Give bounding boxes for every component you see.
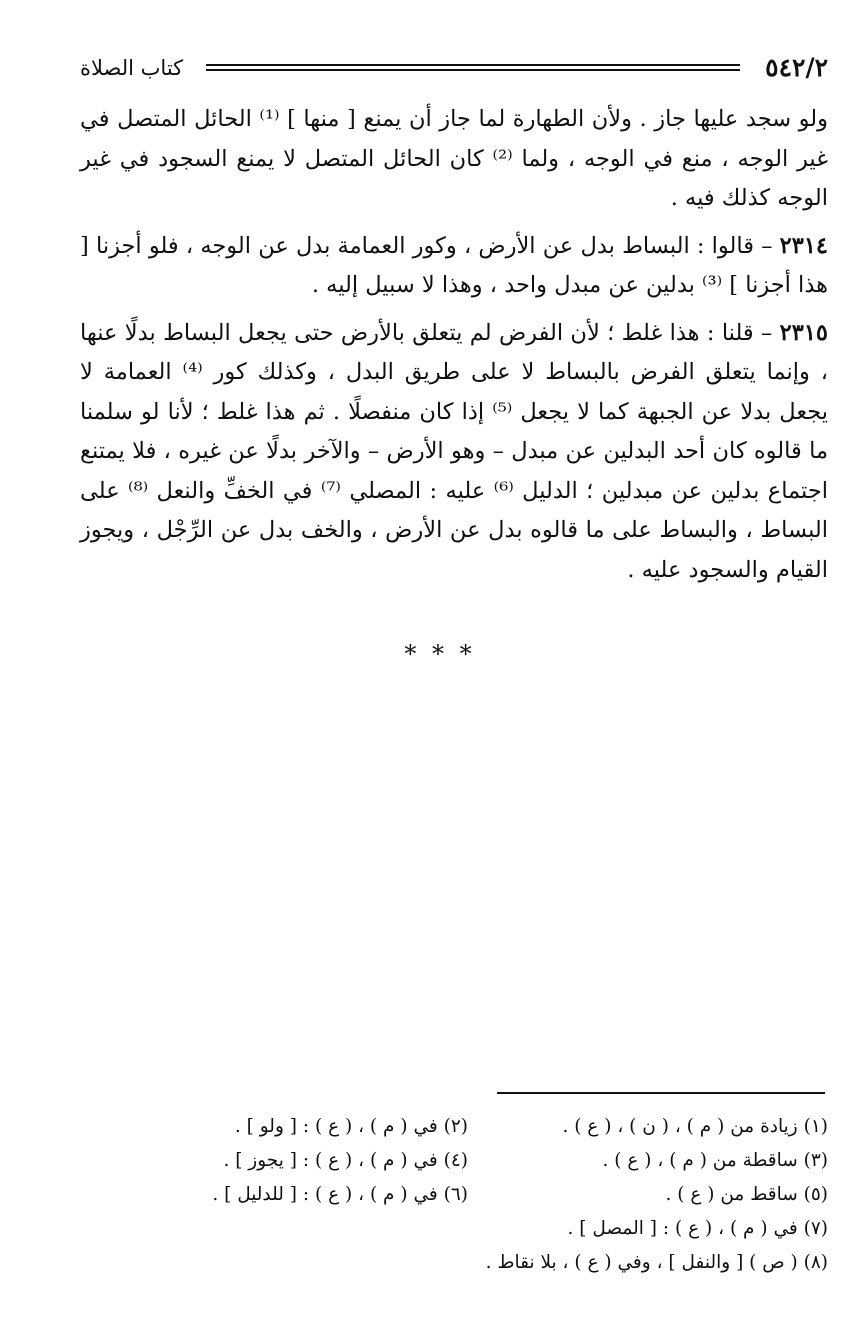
footnote-5: (٥) ساقط من ( ع ) . xyxy=(665,1184,828,1205)
book-title: كتاب الصلاة xyxy=(80,56,184,80)
footnote-3: (٣) ساقطة من ( م ) ، ( ع ) . xyxy=(602,1150,828,1171)
running-header xyxy=(80,52,828,84)
footnote-1: (١) زيادة من ( م ) ، ( ن ) ، ( ع ) . xyxy=(562,1116,828,1137)
paragraph-text: – قلنا : هذا غلط ؛ لأن الفرض لم يتعلق بالأرض حتى يجعل البساط بدلًا عنها ، وإنما يتعلق الفرض بالبساط لا على طريق البدل ، وكذلك كور ⁽⁴⁾ العمامة لا يجعل بدلا عن الجبهة كما لا يجعل ⁽⁵⁾ إذا كان منفصلًا . ثم هذا غلط ؛ لأنا لو سلمنا ما قالوه كان أحد البدلين عن مبدل – وهو الأرض – والآخر بدلًا عن غيره ، فلا يمتنع اجتماع بدلين عن مبدلين ؛ الدليل ⁽⁶⁾ عليه : المصلي ⁽⁷⁾ في الخفِّ والنعل ⁽⁸⁾ على البساط ، والبساط على ما قالوه بدل عن الأرض ، والخف بدل عن الرِّجْل ، ويجوز القيام والسجود عليه . xyxy=(80,319,829,583)
footnote-6: (٦) في ( م ) ، ( ع ) : [ للدليل ] . xyxy=(212,1184,468,1205)
paragraph-number: ٢٣١٥ xyxy=(779,319,828,346)
footnote-7: (٧) في ( م ) ، ( ع ) : [ المصل ] . xyxy=(567,1218,828,1239)
paragraph-2315 xyxy=(80,314,828,591)
paragraph-number: ٢٣١٤ xyxy=(779,232,828,259)
footnote-2: (٢) في ( م ) ، ( ع ) : [ ولو ] . xyxy=(234,1116,468,1137)
footnotes xyxy=(80,1110,828,1280)
footnote-row xyxy=(80,1144,828,1178)
footnote-row xyxy=(80,1178,828,1212)
footnote-row xyxy=(80,1110,828,1144)
paragraph-text: – قالوا : البساط بدل عن الأرض ، وكور العمامة بدل عن الوجه ، فلو أجزنا [ هذا أجزنا ] ⁽³⁾ بدلين عن مبدل واحد ، وهذا لا سبيل إليه . xyxy=(80,232,828,298)
paragraph-2314 xyxy=(80,227,828,306)
page-number: ٥٤٢/٢ xyxy=(765,53,828,82)
footnote-8: (٨) ( ص ) [ والنفل ] ، وفي ( ع ) ، بلا نقاط . xyxy=(485,1252,828,1273)
main-text xyxy=(80,100,828,590)
section-separator: * * * xyxy=(404,640,476,668)
footnote-4: (٤) في ( م ) ، ( ع ) : [ يجوز ] . xyxy=(223,1150,468,1171)
header-rule xyxy=(206,64,740,71)
footnote-rule xyxy=(497,1092,825,1094)
paragraph-1: ولو سجد عليها جاز . ولأن الطهارة لما جاز أن يمنع [ منها ] ⁽¹⁾ الحائل المتصل في غير الوجه ، منع في الوجه ، ولما ⁽²⁾ كان الحائل المتصل لا يمنع السجود في غير الوجه كذلك فيه . xyxy=(80,106,828,211)
